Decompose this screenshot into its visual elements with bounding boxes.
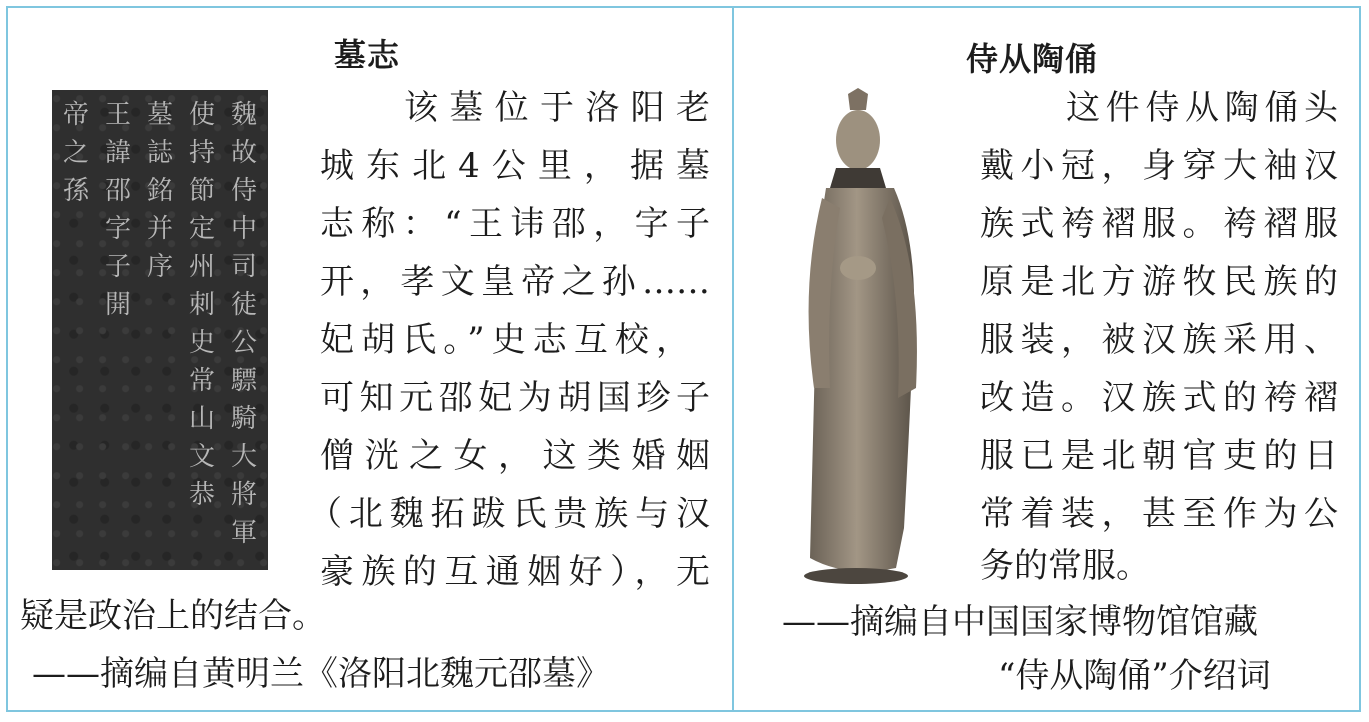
figurine-text-line: 常着装，甚至作为公	[980, 494, 1338, 534]
figurine-text-line: 族式袴褶服。袴褶服	[980, 204, 1338, 244]
figurine-source: ——摘编自中国国家博物馆馆藏	[782, 602, 1258, 642]
column-divider	[732, 8, 734, 712]
rubbing-column: 墓誌銘并序	[146, 100, 173, 282]
epitaph-title: 墓志	[334, 36, 401, 74]
epitaph-source: ——摘编自黄明兰《洛阳北魏元邵墓》	[32, 654, 610, 694]
epitaph-text-line: 志称：“王讳邵，字子	[320, 204, 710, 244]
figurine-text-line: 戴小冠，身穿大袖汉	[980, 146, 1338, 186]
rubbing-column: 王諱邵字子開	[104, 100, 131, 320]
epitaph-text-line: 可知元邵妃为胡国珍子	[320, 378, 710, 418]
epitaph-text-line: （北魏拓跋氏贵族与汉	[308, 494, 710, 534]
rubbing-column: 帝之孫	[62, 100, 89, 206]
figurine-text-line: 务的常服。	[980, 546, 1150, 586]
figurine-text-line: 服装，被汉族采用、	[980, 320, 1338, 360]
rubbing-column: 使持節定州刺史常山文恭	[188, 100, 215, 510]
figurine-source-title: “侍从陶俑”介绍词	[998, 656, 1271, 696]
epitaph-text-line: 开，孝文皇帝之孙……	[320, 262, 710, 302]
pottery-figurine-image	[786, 88, 936, 588]
figurine-text-line: 服已是北朝官吏的日	[980, 436, 1338, 476]
epitaph-text-line: 该墓位于洛阳老	[404, 88, 710, 128]
figurine-panel	[736, 8, 1360, 710]
figurine-text-line: 改造。汉族式的袴褶	[980, 378, 1338, 418]
epitaph-text-line: 僧洸之女，这类婚姻	[320, 436, 710, 476]
figurine-text-line: 原是北方游牧民族的	[980, 262, 1338, 302]
epitaph-text-line: 豪族的互通姻好），无	[320, 552, 710, 592]
epitaph-rubbing-image	[52, 90, 268, 570]
epitaph-text-line: 疑是政治上的结合。	[20, 596, 326, 636]
epitaph-panel	[8, 8, 732, 710]
rubbing-column: 魏故侍中司徒公驃騎大將軍	[230, 100, 257, 548]
epitaph-text-line: 城东北4公里，据墓	[320, 146, 710, 186]
figurine-title: 侍从陶俑	[966, 40, 1099, 78]
figurine-text-line: 这件侍从陶俑头	[1066, 88, 1338, 128]
epitaph-text-line: 妃胡氏。”史志互校，	[320, 320, 690, 360]
